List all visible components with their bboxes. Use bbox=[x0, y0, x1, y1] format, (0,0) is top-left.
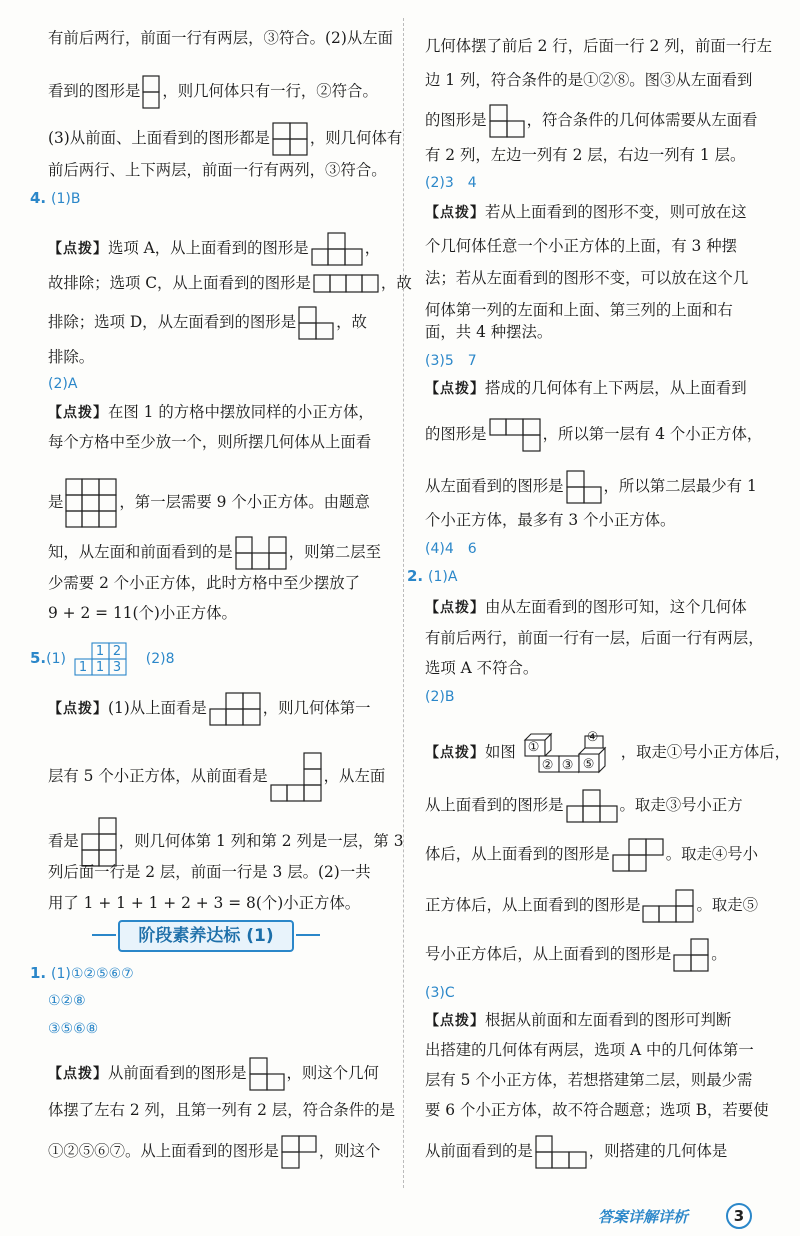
text-line: 个几何体任意一个小正方体的上面，有 3 种摆 bbox=[425, 237, 737, 255]
text-line: 看是 ，则几何体第 1 列和第 2 列是一层，第 3 bbox=[48, 817, 404, 867]
text-line: 每个方格中至少放一个，则所摆几何体从上面看 bbox=[48, 433, 372, 451]
answer-line: ①②⑧ bbox=[48, 993, 86, 1009]
text-line: 的图形是 ，符合条件的几何体需要从左面看 bbox=[425, 104, 757, 138]
text-line: 层有 5 个小正方体，从前面看是 ，从左面 bbox=[48, 752, 385, 802]
view-figure bbox=[281, 1135, 317, 1169]
view-figure bbox=[270, 752, 322, 802]
text-line: 用了 1 + 1 + 1 + 2 + 3 = 8(个)小正方体。 bbox=[48, 894, 361, 912]
text-line: 【点拨】在图 1 的方格中摆放同样的小正方体， bbox=[48, 403, 374, 421]
view-figure bbox=[642, 889, 694, 923]
question-2: 2. (1)A bbox=[407, 567, 458, 585]
text-line: 【点拨】搭成的几何体有上下两层，从上面看到 bbox=[425, 379, 747, 397]
text-line: 列后面一行是 2 层，前面一行是 3 层。(2)一共 bbox=[48, 863, 371, 881]
question-4-part-1: 4. (1)B bbox=[30, 189, 81, 207]
text-line: 要 6 个小正方体，故不符合题意；选项 B，若要使 bbox=[425, 1101, 769, 1119]
text-line: 【点拨】如图 ① ② ③ ④ ⑤ ，取走①号小正方体后， bbox=[425, 730, 790, 776]
view-figure bbox=[566, 789, 618, 823]
text-line: 故排除；选项 C，从上面看到的图形是 ，故 bbox=[48, 274, 412, 292]
text-line: 号小正方体后，从上面看到的图形是 。 bbox=[425, 938, 727, 972]
text-line: 个小正方体，最多有 3 个小正方体。 bbox=[425, 511, 676, 529]
view-figure bbox=[673, 938, 709, 972]
view-figure bbox=[612, 838, 664, 872]
text-line: 面，共 4 种摆法。 bbox=[425, 323, 553, 341]
text-line: 何体第一列的左面和上面、第三列的上面和右 bbox=[425, 301, 733, 319]
answer-line: ③⑤⑥⑧ bbox=[48, 1021, 99, 1037]
text-line: 体摆了左右 2 列，且第一列有 2 层，符合条件的是 bbox=[48, 1101, 395, 1119]
text-line: 前后两行、上下两层，前面一行有两列，③符合。 bbox=[48, 161, 387, 179]
text-line: 是 ，第一层需要 9 个小正方体。由题意 bbox=[48, 478, 370, 528]
text-line: ①②⑤⑥⑦。从上面看到的图形是 ，则这个 bbox=[48, 1135, 380, 1169]
text-line: 【点拨】若从上面看到的图形不变，则可放在这 bbox=[425, 203, 747, 221]
text-line: 的图形是 ，所以第一层有 4 个小正方体， bbox=[425, 418, 762, 452]
view-figure bbox=[235, 536, 287, 570]
view-figure bbox=[142, 75, 160, 109]
text-line: 知，从左面和前面看到的是 ，则第二层至 bbox=[48, 536, 381, 570]
column-divider bbox=[403, 18, 404, 1188]
text-line: 9 + 2 = 11(个)小正方体。 bbox=[48, 604, 237, 622]
text-line: 体后，从上面看到的图形是 。取走④号小 bbox=[425, 838, 758, 872]
cube-figure: ① ② ③ ④ ⑤ bbox=[523, 730, 619, 776]
view-figure bbox=[566, 470, 602, 504]
text-line: 有 2 列，左边一列有 2 层，右边一列有 1 层。 bbox=[425, 146, 746, 164]
view-figure bbox=[81, 817, 117, 867]
answer-line: (3)C bbox=[425, 985, 455, 1001]
text-line: 少需要 2 个小正方体，此时方格中至少摆放了 bbox=[48, 574, 360, 592]
view-figure bbox=[489, 418, 541, 452]
question-5: 5.(1) 1 2 1 1 3 (2)8 bbox=[30, 644, 175, 675]
text-line: 选项 A 不符合。 bbox=[425, 659, 539, 677]
tip-label: 【点拨】 bbox=[48, 241, 108, 257]
view-figure bbox=[209, 692, 261, 726]
text-line: 【点拨】(1)从上面看是 ，则几何体第一 bbox=[48, 692, 371, 726]
view-figure bbox=[65, 478, 117, 528]
question-4-part-2: (2)A bbox=[48, 376, 78, 392]
view-figure bbox=[249, 1057, 285, 1091]
view-figure bbox=[272, 122, 308, 156]
text-line: (3)从前面、上面看到的图形都是 ，则几何体有 bbox=[48, 122, 402, 156]
text-line: 有前后两行，前面一行有两层，③符合。(2)从左面 bbox=[48, 29, 394, 47]
footer-title: 答案详解详析 bbox=[598, 1208, 689, 1226]
text-line: 出搭建的几何体有两层，选项 A 中的几何体第一 bbox=[425, 1041, 754, 1059]
section-banner: 阶段素养达标 (1) bbox=[118, 920, 294, 952]
text-line: 法；若从左面看到的图形不变，可以放在这个几 bbox=[425, 269, 749, 287]
view-figure bbox=[313, 274, 379, 294]
text-line: 排除。 bbox=[48, 348, 95, 366]
text-line: 有前后两行，前面一行有一层，后面一行有两层， bbox=[425, 629, 764, 647]
text-line: 从上面看到的图形是 。取走③号小正方 bbox=[425, 789, 743, 823]
answer-line: (4)4 6 bbox=[425, 541, 477, 557]
numbered-grid: 1 2 1 1 3 bbox=[73, 642, 129, 676]
text-line: 正方体后，从上面看到的图形是 。取走⑤ bbox=[425, 889, 758, 923]
text-line: 从左面看到的图形是 ，所以第二层最少有 1 bbox=[425, 470, 757, 504]
answer-line: (2)B bbox=[425, 689, 455, 705]
view-figure bbox=[489, 104, 525, 138]
view-figure bbox=[535, 1135, 587, 1169]
stage-question-1: 1. (1)①②⑤⑥⑦ bbox=[30, 964, 134, 982]
view-figure bbox=[298, 306, 334, 340]
text-line: 从前面看到的是 ，则搭建的几何体是 bbox=[425, 1135, 727, 1169]
text-line: 看到的图形是 ，则几何体只有一行，②符合。 bbox=[48, 75, 378, 109]
text-line: 排除；选项 D，从左面看到的图形是 ，故 bbox=[48, 306, 367, 340]
text-line: 【点拨】根据从前面和左面看到的图形可判断 bbox=[425, 1011, 732, 1029]
text-line: 边 1 列，符合条件的是①②⑧。图③从左面看到 bbox=[425, 71, 753, 89]
view-figure bbox=[311, 232, 363, 266]
text-line: 【点拨】从前面看到的图形是 ，则这个几何 bbox=[48, 1057, 379, 1091]
answer-line: (2)3 4 bbox=[425, 175, 477, 191]
text-line: 几何体摆了前后 2 行，后面一行 2 列，前面一行左 bbox=[425, 37, 772, 55]
page-number: 3 bbox=[726, 1203, 752, 1229]
text-line: 层有 5 个小正方体，若想搭建第二层，则最少需 bbox=[425, 1071, 753, 1089]
text-line: 【点拨】选项 A，从上面看到的图形是 ， bbox=[48, 232, 380, 266]
answer-line: (3)5 7 bbox=[425, 353, 477, 369]
text-line: 【点拨】由从左面看到的图形可知，这个几何体 bbox=[425, 598, 747, 616]
